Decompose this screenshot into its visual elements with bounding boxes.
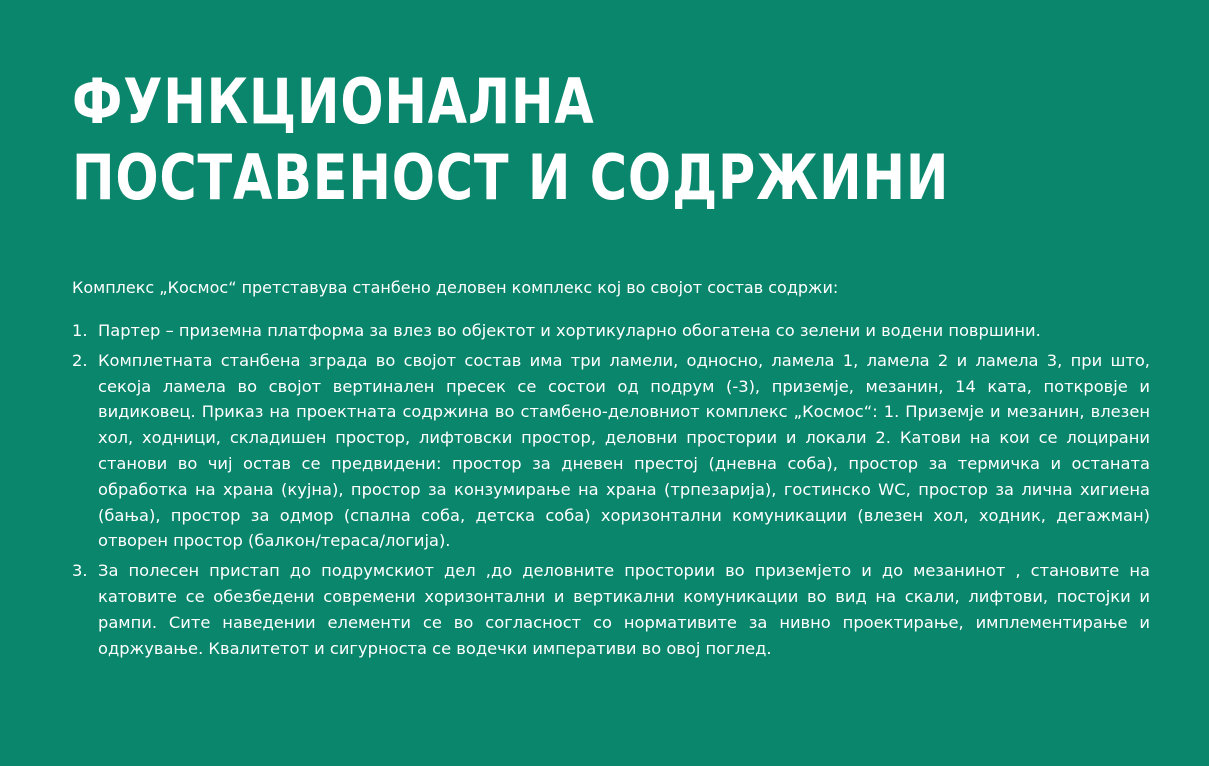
page-title	[72, 0, 956, 216]
content-list	[72, 318, 1150, 665]
list-item	[72, 348, 1150, 554]
list-item-number: 2.	[72, 350, 88, 370]
list-item-text: Партер – приземна платформа за влез во објектот и хортикуларно обогатена со зелени и водени површини.	[98, 321, 1041, 340]
document-page	[72, 0, 1150, 658]
page-title-line-1: ФУНКЦИОНАЛНА	[72, 65, 595, 138]
page-title-line-2: ПОСТАВЕНОСТ И СОДРЖИНИ	[72, 141, 950, 214]
list-item-text: Комплетната станбена зграда во својот состав има три ламели, односно, ламела 1, ламела 2 и ламела 3, при што, секоја ламела во својот вертинален пресек се состои од подрум (-3), приземје, мезанин, 14 ката, поткровје и видиковец. Приказ на проектната содржина во стамбено-деловниот комплекс „Космос“: 1. Приземје и мезанин, влезен хол, ходници, складишен простор, лифтовски простор, деловни простории и локали 2. Катови на кои се лоцирани станови во чиј остав се предвидени: простор за дневен престој (дневна соба), простор за термичка и останата обработка на храна (кујна), простор за конзумирање на храна (трпезарија), гостинско WC, простор за лична хигиена (бања), простор за одмор (спална соба, детска соба) хоризонтални комуникации (влезен хол, ходник, дегажман) отворен простор (балкон/тераса/логија).	[98, 350, 1150, 551]
list-item-text: За полесен пристап до подрумскиот дел ,до деловните простории во приземјето и до мезанинот , становите на катовите се обезбедени современи хоризонтални и вертикални комуникации во вид на скали, лифтови, постојки и рампи. Сите наведении елементи се во согласност со нормативите за нивно проектирање, имплементирање и одржување. Квалитетот и сигурноста се водечки императиви во овој поглед.	[98, 561, 1150, 658]
intro-paragraph: Комплекс „Космос“ претставува станбено деловен комплекс кој во својот состав содржи:	[72, 278, 839, 297]
list-item-number: 1.	[72, 321, 88, 340]
list-item	[72, 318, 1150, 344]
list-item-number: 3.	[72, 561, 88, 581]
list-item	[72, 558, 1150, 661]
